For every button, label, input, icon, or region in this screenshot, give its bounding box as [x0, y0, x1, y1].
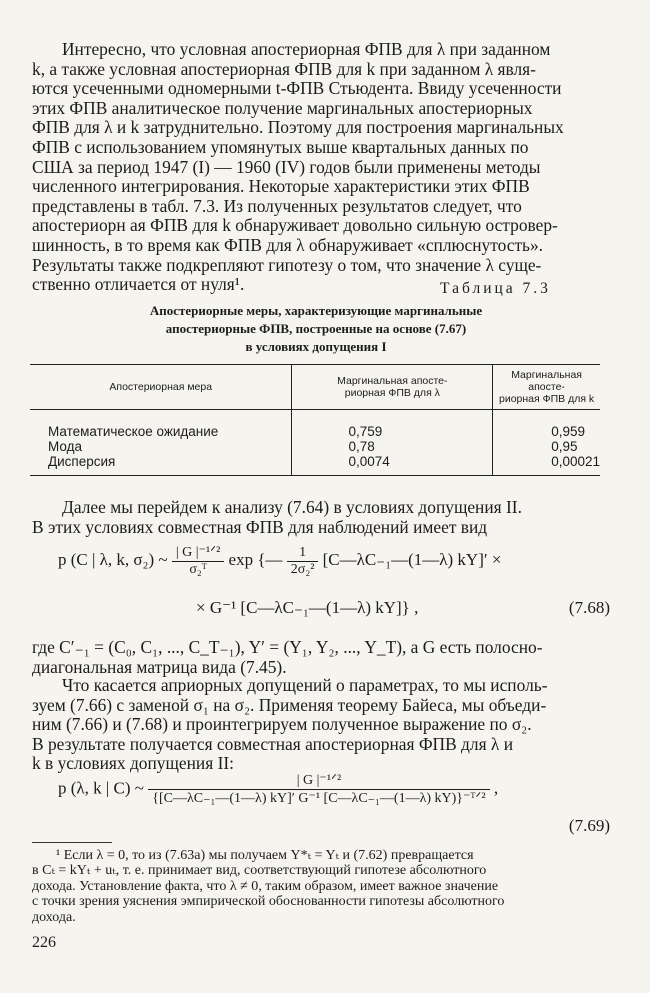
para4-line: k в условиях допущения II:	[32, 753, 234, 774]
table-col-lambda	[292, 410, 493, 476]
para1-line: апостериорн ая ФПВ для k обнаруживает довольно сильную островер-	[32, 215, 558, 236]
para1-line: ФПВ с использованием упомянутых выше квартальных данных по	[32, 136, 529, 157]
table-cell: 0,78	[348, 439, 375, 454]
eq768-inner-denominator: 2σ₂²	[290, 561, 315, 577]
eq768-numerator: | G |⁻¹ᐟ²	[172, 544, 224, 562]
footnote-rule	[32, 842, 112, 843]
footnote	[32, 848, 600, 925]
table-cell: 0,759	[348, 424, 383, 439]
caption-line: в условиях допущения I	[245, 339, 387, 354]
para1-line: k, а также условная апостериорная ФПВ для k при заданном λ явля-	[32, 58, 536, 79]
equation-number-7-68: (7.68)	[568, 598, 610, 617]
para1-line: ются усеченными одномерными t-ФПВ Стьюдента. Ввиду усеченности	[32, 78, 562, 99]
eq768-fraction	[172, 544, 224, 578]
table-cell: 0,959	[551, 424, 585, 439]
paragraph-notation	[32, 638, 600, 677]
table-col-k	[493, 410, 600, 476]
table-caption	[32, 302, 600, 356]
table-cell: Мода	[48, 439, 82, 454]
para1-line: этих ФПВ аналитическое получение маргинальных апостериорных	[32, 97, 533, 118]
equation-7-69	[58, 772, 498, 807]
equation-number-7-69: (7.69)	[568, 816, 610, 835]
table-cell: 0,00021	[551, 454, 600, 469]
eq768-denominator: σ₂ᵀ	[189, 562, 207, 577]
para2-line: Далее мы перейдем к анализу (7.64) в условиях допущения II.	[62, 497, 522, 517]
results-table	[30, 364, 600, 476]
paragraph-intro	[32, 40, 600, 295]
para3-line: где C′₋₁ = (C₀, C₁, ..., C_T₋₁), Y′ = (Y₁, Y₂, ..., Y_T), а G есть полосно-	[32, 637, 543, 657]
table-cell: Математическое ожидание	[48, 424, 219, 439]
eq769-lhs: p (λ, k | C) ~	[58, 778, 145, 798]
table-cell: 0,0074	[348, 454, 390, 469]
table-col-measures	[30, 410, 292, 476]
eq768-exp: exp {—	[228, 549, 287, 569]
footnote-line: с точки зрения уяснения эмпирической обоснованности гипотезы абсолютного	[32, 894, 505, 910]
para2-line: В этих условиях совместная ФПВ для наблюдений имеет вид	[32, 516, 488, 537]
paragraph-priors	[32, 676, 600, 774]
footnote-line: ¹ Если λ = 0, то из (7.63а) мы получаем Y*ₜ = Yₜ и (7.62) превращается	[56, 848, 474, 863]
footnote-line: в Cₜ = kYₜ + uₜ, т. е. принимает вид, соответствующий гипотезе абсолютного	[32, 863, 487, 879]
caption-line: Апостериорные меры, характеризующие маргинальные	[149, 303, 483, 318]
para1-line: Результаты также подкрепляют гипотезу о том, что значение λ суще-	[32, 254, 542, 275]
para1-line: ФПВ для λ и k затруднительно. Поэтому для построения маргинальных	[32, 117, 564, 138]
eq769-numerator: | G |⁻¹ᐟ²	[148, 772, 489, 790]
eq768-rest: [C—λC₋₁—(1—λ) kY]′ ×	[322, 549, 502, 569]
table-header-k: Маргинальная апосте- риорная ФПВ для k	[493, 365, 600, 410]
table-label: Таблица 7.3	[440, 280, 551, 297]
paragraph-assumption-2	[32, 498, 600, 537]
para1-line: численного интегрирования. Некоторые характеристики этих ФПВ	[32, 176, 530, 197]
para3-line: диагональная матрица вида (7.45).	[32, 656, 287, 677]
table-cell: 0,95	[551, 439, 578, 454]
para4-line: зуем (7.66) с заменой σ₁ на σ₂. Применяя теорему Байеса, мы объеди-	[32, 694, 547, 715]
para1-line: ственно отличается от нуля¹.	[32, 274, 245, 295]
para1-line: Интересно, что условная апостериорная ФПВ для λ при заданном	[62, 39, 551, 59]
eq768-lhs: p (C | λ, k, σ₂) ~	[58, 549, 168, 569]
footnote-line: дохода. Установление факта, что λ ≠ 0, таким образом, имеет важное значение	[32, 878, 499, 894]
para1-line: США за период 1947 (I) — 1960 (IV) годов были применены методы	[32, 156, 541, 177]
para1-line: представлены в табл. 7.3. Из полученных результатов следует, что	[32, 195, 522, 216]
equation-7-68-line-2: × G⁻¹ [C—λC₋₁—(1—λ) kY]} ,	[196, 598, 419, 617]
table-header-measure: Апостериорная мера	[30, 365, 292, 410]
eq769-fraction	[148, 772, 489, 807]
footnote-line: дохода.	[32, 909, 76, 925]
table-header-lambda: Маргинальная апосте- риорная ФПВ для λ	[292, 365, 493, 410]
para4-line: Что касается априорных допущений о параметрах, то мы исполь-	[62, 675, 548, 695]
para4-line: ним (7.66) и (7.68) и проинтегрируем полученное выражение по σ₂.	[32, 714, 532, 735]
equation-7-68-line-1	[58, 544, 501, 578]
eq769-tail: ,	[493, 778, 499, 798]
eq769-denominator: {[C—λC₋₁—(1—λ) kY]′ G⁻¹ [C—λC₋₁—(1—λ) kY)}⁻ᵀᐟ²	[152, 791, 486, 806]
eq768-inner-numerator: 1	[287, 545, 319, 562]
page-number: 226	[32, 934, 56, 951]
eq768-inner-fraction	[287, 545, 319, 578]
table-cell: Дисперсия	[48, 454, 116, 469]
caption-line: апостериорные ФПВ, построенные на основе (7.67)	[165, 321, 467, 336]
para1-line: шинность, в то время как ФПВ для λ обнаруживает «сплюснутость».	[32, 234, 544, 255]
para4-line: В результате получается совместная апостериорная ФПВ для λ и	[32, 733, 514, 754]
